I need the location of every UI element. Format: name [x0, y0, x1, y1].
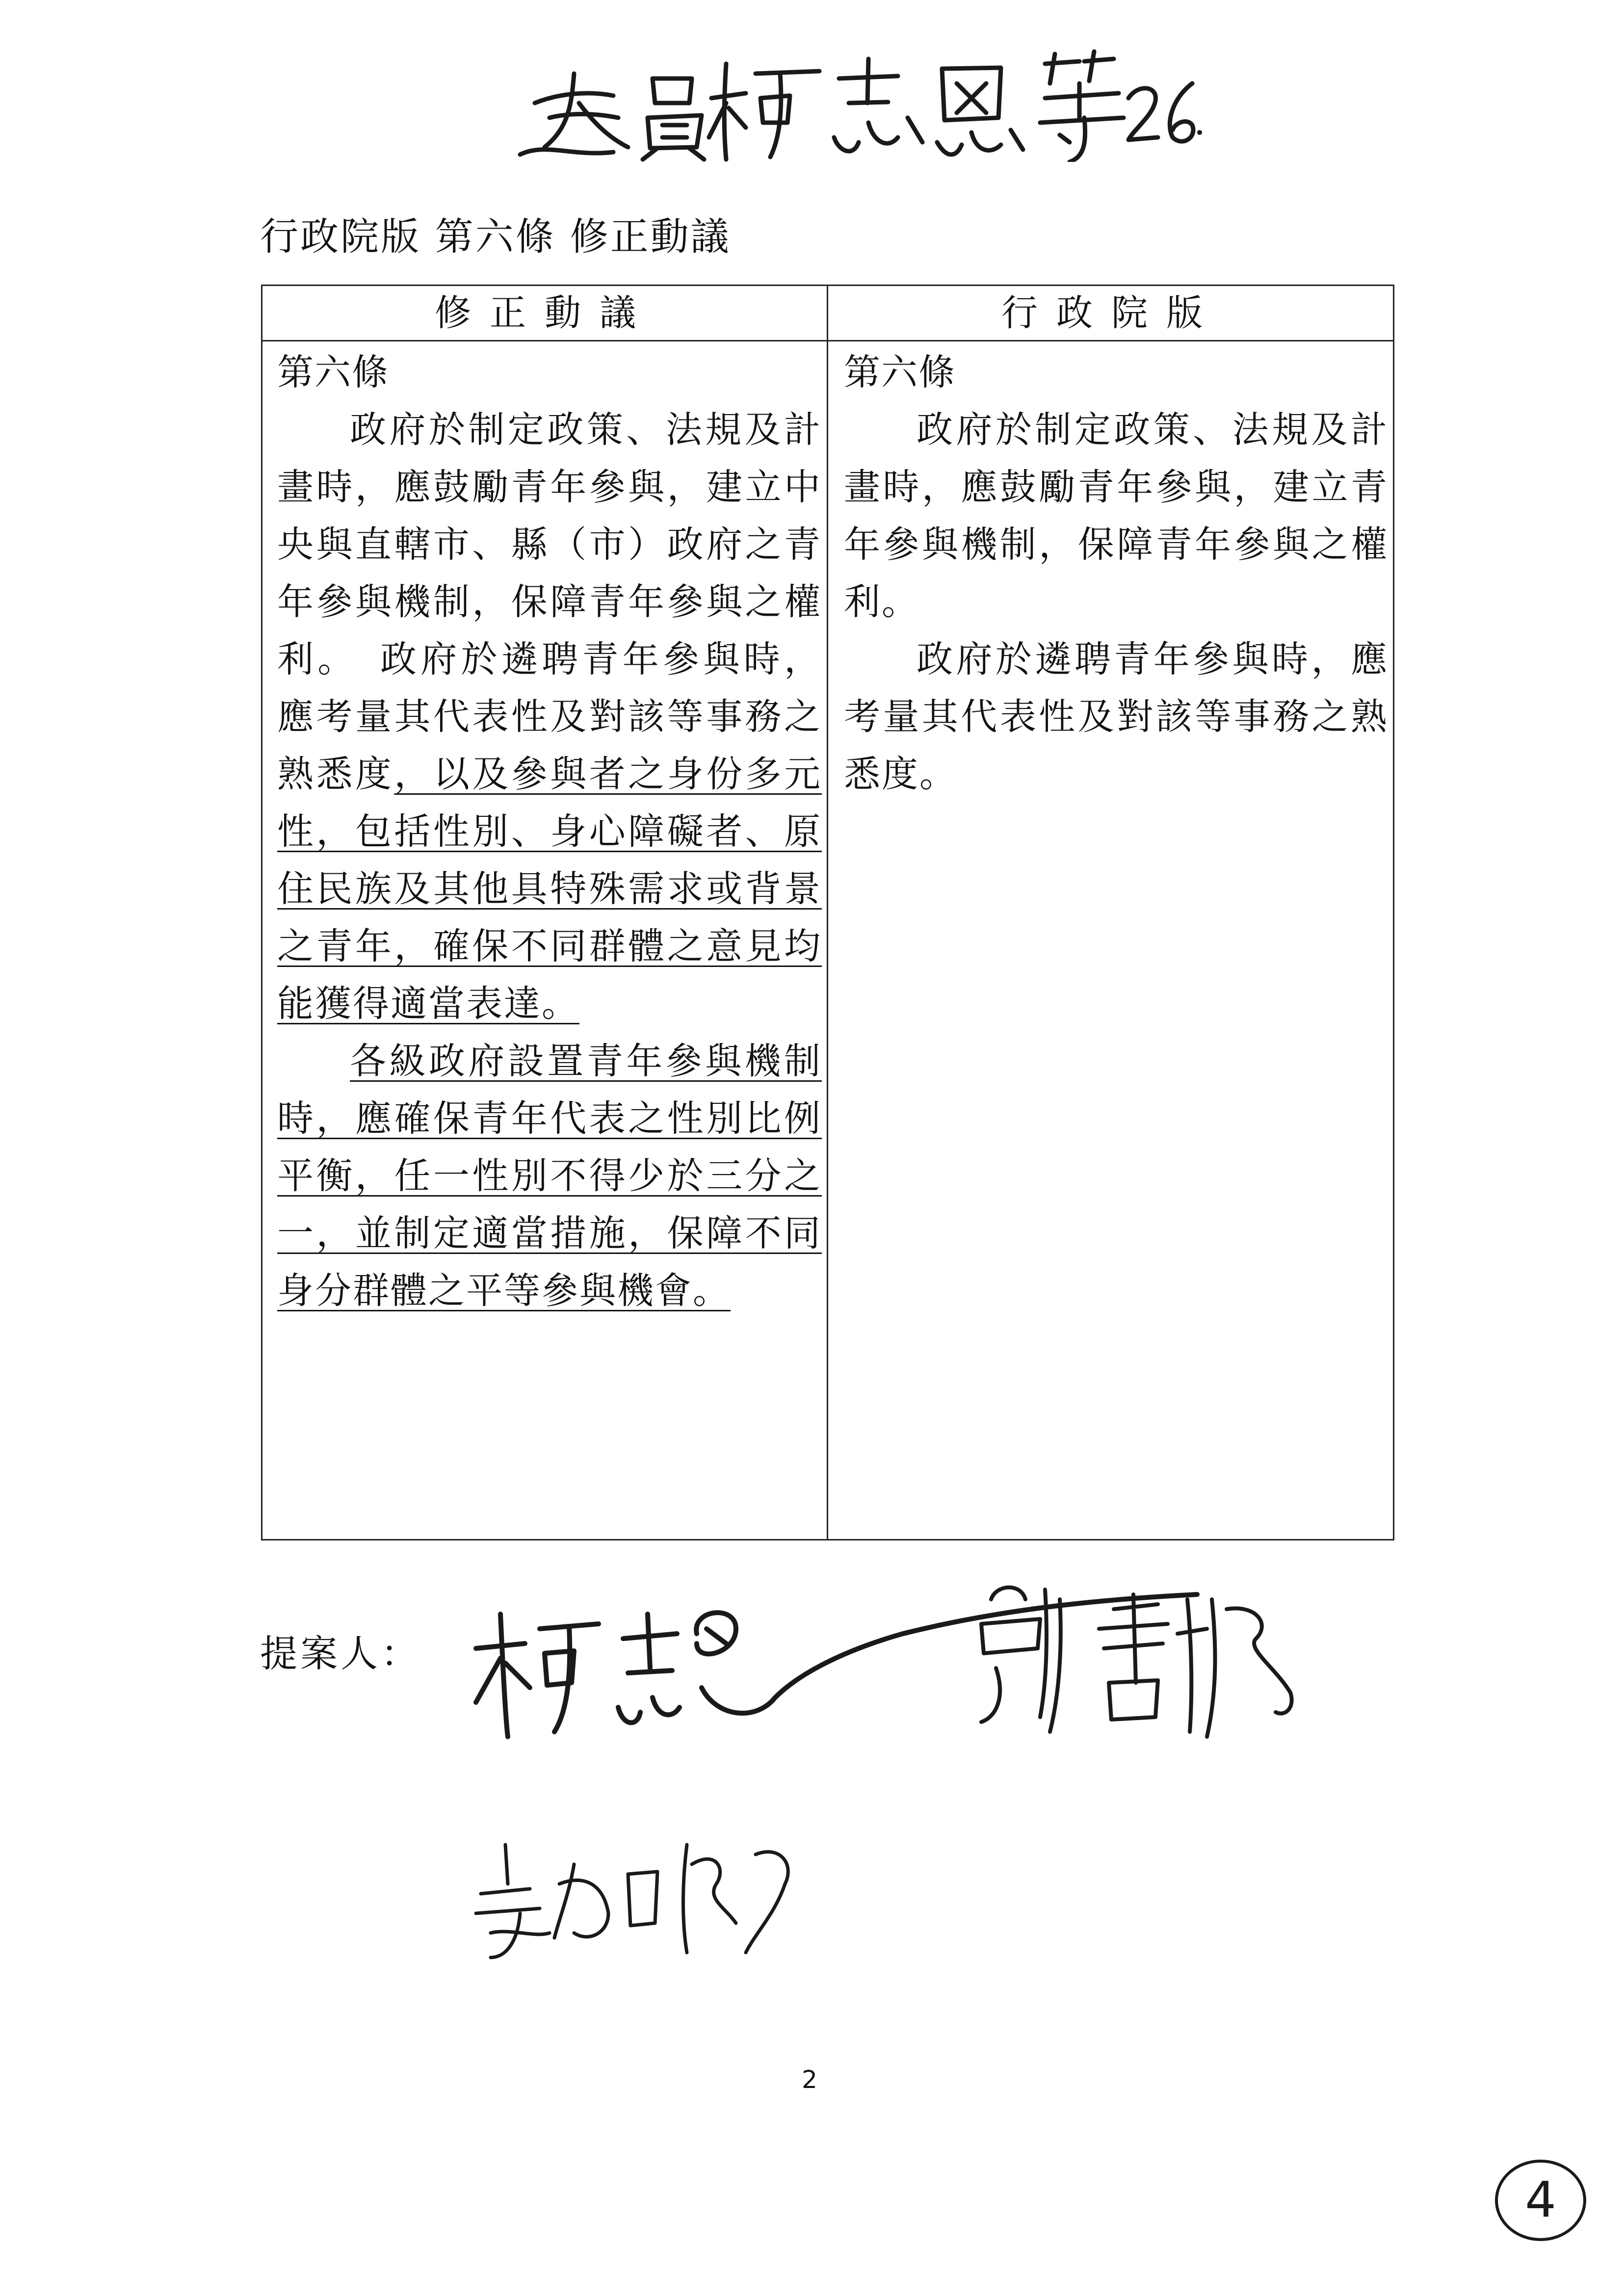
header-divider — [262, 340, 1393, 341]
header-executive-yuan-version: 行政院版 — [1001, 292, 1221, 334]
executive-paragraph-1: 政府於制定政策、法規及計畫時，應鼓勵青年參與，建立青年參與機制，保障青年參與之權利。 — [844, 409, 1388, 623]
comparison-table — [261, 285, 1394, 1540]
page-number: 2 — [802, 2065, 817, 2094]
executive-article-number: 第六條 — [844, 351, 956, 393]
document-title: 行政院版 第六條 修正動議 — [260, 215, 731, 259]
amendment-cell — [277, 344, 822, 1320]
amendment-para2-added-text: 各級政府設置青年參與機制時，應確保青年代表之性別比例平衡，任一性別不得少於三分之一，並制定適當措施，保障不同身分群體之平等參與機會。 — [277, 1040, 822, 1312]
proposer-signatures — [461, 1570, 1344, 1962]
header-amendment: 修正動議 — [435, 292, 655, 334]
circled-number-stamp — [1492, 2154, 1590, 2247]
executive-paragraph-2: 政府於遴聘青年參與時，應考量其代表性及對該等事務之熟悉度。 — [844, 638, 1388, 795]
column-divider — [827, 286, 828, 1539]
circled-number-text: 4 — [1525, 2171, 1556, 2228]
amendment-paragraph-1 — [277, 401, 822, 1033]
signature-ko-chih-en — [476, 1594, 1197, 1737]
executive-version-cell — [844, 344, 1388, 803]
handwritten-header-signature — [515, 44, 1202, 162]
proposer-label: 提案人： — [260, 1632, 421, 1675]
amendment-article-number: 第六條 — [277, 351, 389, 393]
amendment-para1-text: 政府於制定政策、法規及計畫時，應鼓勵青年參與，建立中央與直轄市、縣（市）政府之青年參與機制，保障青年參與之權利。 政府於遴聘青年參與時，應考量其代表性及對該等事務之熟悉度 — [277, 409, 822, 795]
amendment-para1-added-text: ，以及參與者之身份多元性，包括性別、身心障礙者、原住民族及其他具特殊需求或背景之青年，確保不同群體之意見均能獲得適當表達。 — [277, 753, 822, 1025]
amendment-paragraph-2 — [277, 1033, 822, 1320]
signature-li-ju-chu — [476, 1845, 788, 1957]
